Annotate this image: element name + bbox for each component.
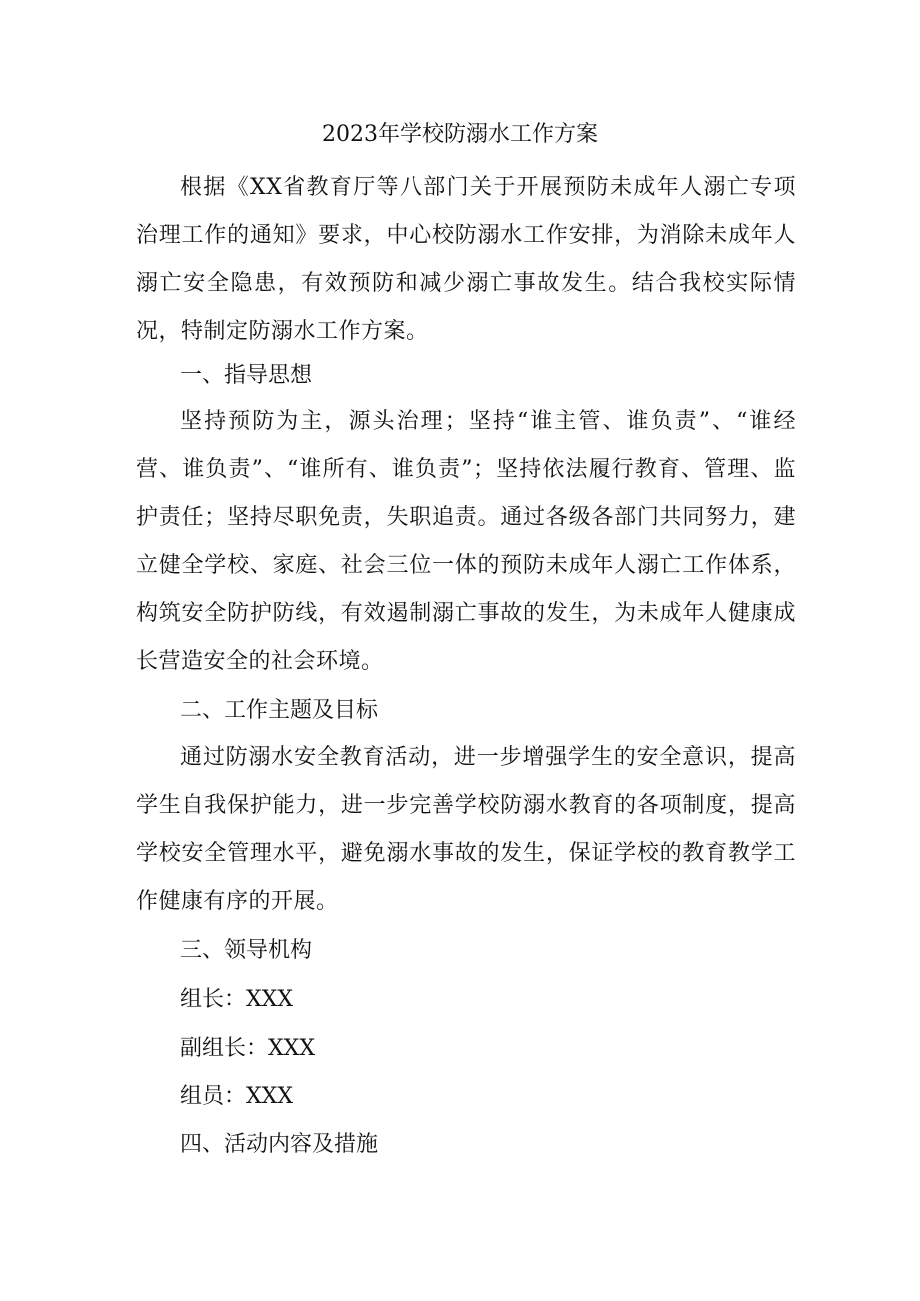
intro-paragraph: 根据《XX省教育厅等八部门关于开展预防未成年人溺亡专项治理工作的通知》要求，中心校防溺水工作安排，为消除未成年人溺亡安全隐患，有效预防和减少溺亡事故发生。结合我校实际情况，特制定防溺水工作方案。 bbox=[136, 175, 796, 344]
intro-block bbox=[136, 164, 796, 356]
section4-heading: 四、活动内容及措施 bbox=[180, 1132, 379, 1157]
leader-line: 组长：XXX bbox=[180, 987, 293, 1012]
deputy-leader-line: 副组长：XXX bbox=[180, 1036, 315, 1061]
section2-block bbox=[136, 734, 796, 926]
section1-paragraph: 坚持预防为主，源头治理；坚持“谁主管、谁负责”、“谁经营、谁负责”、“谁所有、谁负责”；坚持依法履行教育、管理、监护责任；坚持尽职免责，失职追责。通过各级各部门共同努力，建立健全学校、家庭、社会三位一体的预防未成年人溺亡工作体系，构筑安全防护防线，有效遏制溺亡事故的发生，为未成年人健康成长营造安全的社会环境。 bbox=[136, 409, 796, 674]
section1-block bbox=[136, 398, 796, 686]
section2-paragraph: 通过防溺水安全教育活动，进一步增强学生的安全意识，提高学生自我保护能力，进一步完善学校防溺水教育的各项制度，提高学校安全管理水平，避免溺水事故的发生，保证学校的教育教学工作健康有序的开展。 bbox=[136, 745, 796, 914]
section1-heading: 一、指导思想 bbox=[180, 363, 313, 388]
document-title: 2023年学校防溺水工作方案 bbox=[322, 122, 598, 147]
members-line: 组员：XXX bbox=[180, 1084, 293, 1109]
section2-heading: 二、工作主题及目标 bbox=[180, 698, 379, 723]
section3-heading: 三、领导机构 bbox=[180, 938, 313, 963]
